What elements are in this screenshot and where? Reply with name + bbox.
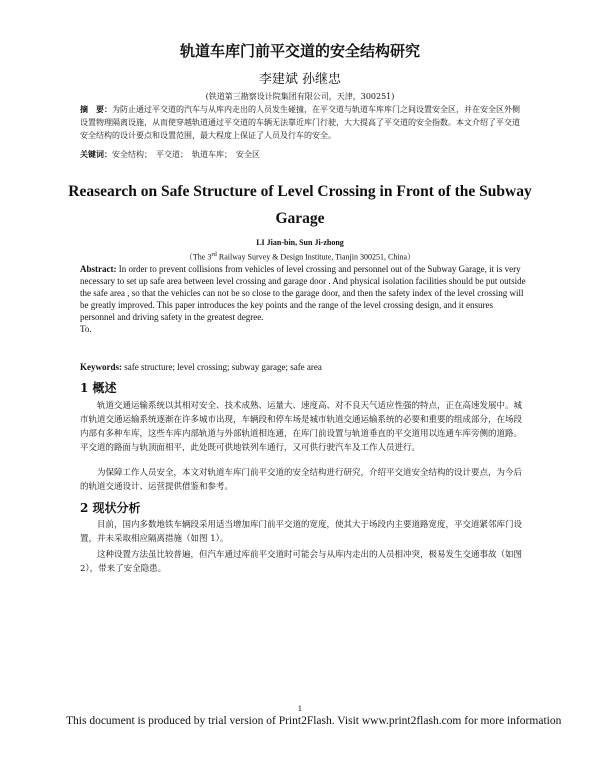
english-affiliation-pre: （The 3 bbox=[184, 252, 212, 262]
chinese-affiliation: (铁道第三勘察设计院集团有限公司，天津，300251) bbox=[205, 92, 395, 101]
section-heading-status: 2 现状分析 bbox=[80, 501, 141, 515]
chinese-abstract-text: 为防止通过平交道的汽车与从库内走出的人员发生碰撞，在平交道与轨道车库库门之间设置安全区，并在安全区外侧设置物理隔离设施，从而使穿越轨道通过平交道的车辆无法靠近库门行驶，大大提高了平交道的安全指数。本文介绍了平交道安全结构的设计要点和设置范围，最大程度上保证了人员及行车的安全。 bbox=[80, 105, 520, 140]
english-abstract-tail: To. bbox=[80, 323, 92, 334]
section-heading-overview: 1 概述 bbox=[80, 381, 117, 395]
paragraph: 为保障工作人员安全，本文对轨道车库门前平交道的安全结构进行研究，介绍平交道安全结构的设计要点，为今后的轨道交通设计、运营提供借鉴和参考。 bbox=[80, 468, 523, 492]
english-keywords bbox=[80, 362, 530, 372]
english-keywords-text: safe structure; level crossing; subway garage; safe area bbox=[122, 362, 322, 372]
english-affiliation-sup: rd bbox=[211, 251, 217, 258]
trial-footer: This document is produced by trial version of Print2Flash. Visit www.print2flash.com for more information bbox=[66, 715, 562, 727]
english-affiliation-post: Railway Survey & Design Institute, Tianjin 300251, China） bbox=[216, 252, 416, 262]
chinese-abstract bbox=[80, 103, 522, 142]
chinese-keywords-text: 安全结构； 平交道； 轨道车库； 安全区 bbox=[112, 150, 260, 159]
paragraph: 目前，国内多数地铁车辆段采用适当增加库门前平交道的宽度，使其大于场段内主要道路宽度，平交道紧邻库门设置，并未采取相应隔离措施（如图 1）。 bbox=[80, 520, 523, 544]
english-keywords-label: Keywords: bbox=[80, 362, 122, 372]
paragraph: 轨道交通运输系统以其相对安全、技术成熟、运量大、速度高、对不良天气适应性强的特点，正在高速发展中。城市轨道交通运输系统逐渐在许多城市出现，车辆段和停车场是城市轨道交通运输系统的必要和重要的组成部分，在场段内部有多种车库，这些车库内部轨道与外部轨道相连通，在库门前设置与轨道垂直的平交道用以连通车库旁侧的道路。平交道的路面与轨顶面相平，此处既可供地铁列车通行，又可供行驶汽车及工作人员进行。 bbox=[80, 401, 523, 453]
english-abstract bbox=[80, 264, 530, 335]
chinese-abstract-label: 摘 要： bbox=[80, 104, 112, 114]
chinese-authors: 李建斌 孙继忠 bbox=[258, 72, 342, 87]
english-authors: LI Jian-bin, Sun Ji-zhong bbox=[256, 238, 344, 247]
page-number: 1 bbox=[297, 705, 303, 713]
english-affiliation bbox=[0, 251, 600, 263]
english-abstract-text: In order to prevent collisions from vehicles of level crossing and personnel out of the Subway Garage, it is very necessary to set up safe area between level crossing and garage door . And physical isolation facilities should be put outside the safe area , so that the vehicles can not be so close to the garage door, and then the safety index of the level crossing will be greatly improved. This paper introduces the key points and the range of the level crossing design, and it ensures personnel and driving safety in the greatest degree. bbox=[80, 264, 526, 322]
paragraph: 这种设置方法虽比较普遍，但汽车通过库前平交道时可能会与从库内走出的人员相冲突，极易发生交通事故（如图 2），带来了安全隐患。 bbox=[80, 550, 523, 574]
chinese-keywords-label: 关键词： bbox=[80, 149, 112, 159]
english-abstract-label: Abstract: bbox=[80, 264, 117, 274]
english-title: Reasearch on Safe Structure of Level Crossing in Front of the Subway Garage bbox=[68, 183, 532, 227]
chinese-title: 轨道车库门前平交道的安全结构研究 bbox=[179, 42, 420, 60]
chinese-keywords bbox=[80, 149, 522, 160]
